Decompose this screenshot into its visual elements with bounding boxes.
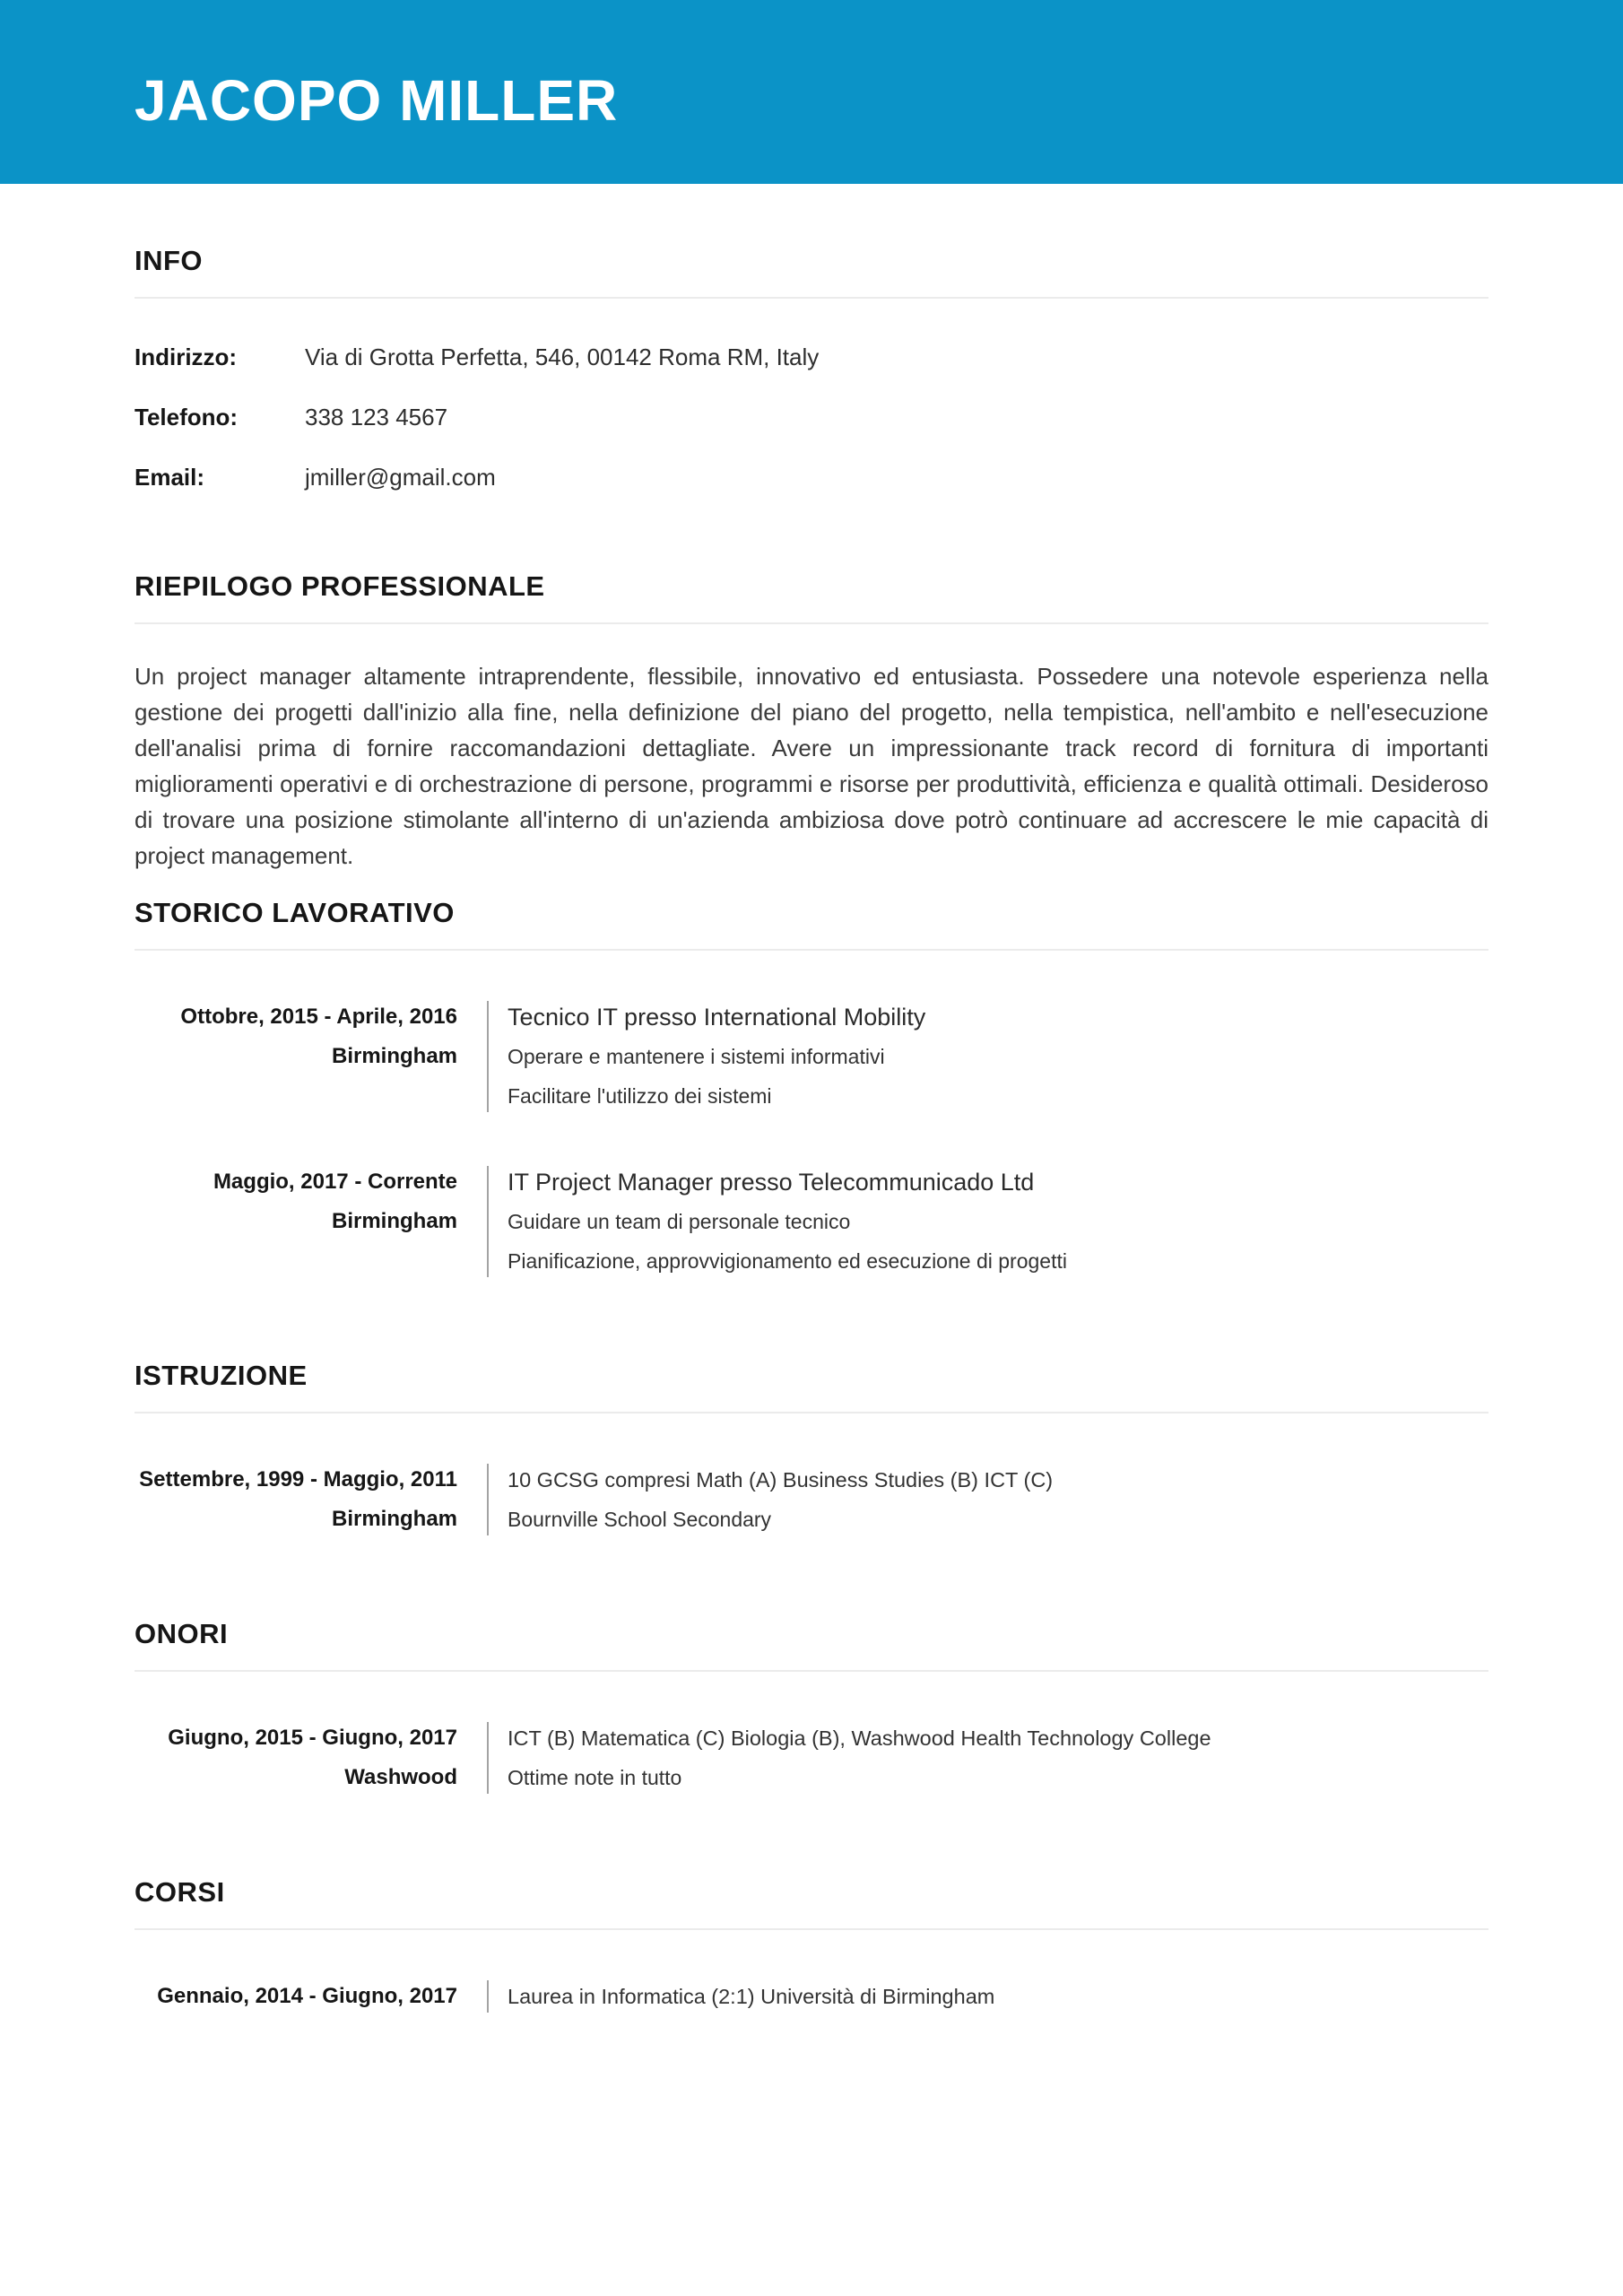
info-row-phone <box>135 404 1488 431</box>
address-label: Indirizzo: <box>135 344 238 370</box>
education-entries <box>135 1460 1488 1539</box>
phone-label: Telefono: <box>135 404 239 430</box>
section-courses-title: CORSI <box>135 1876 225 1908</box>
entry-location: Washwood <box>344 1765 457 1789</box>
section-summary-title: RIEPILOGO PROFESSIONALE <box>135 570 545 602</box>
info-row-email <box>135 464 1488 491</box>
entry-date-range: Settembre, 1999 - Maggio, 2011 <box>139 1467 457 1492</box>
section-rule <box>135 949 1488 951</box>
section-rule <box>135 1928 1488 1930</box>
work-entry <box>135 1162 1488 1281</box>
entry-school: Bournville School Secondary <box>508 1508 772 1531</box>
entry-qualification: 10 GCSG compresi Math (A) Business Studies (B) ICT (C) <box>508 1468 1054 1492</box>
section-work-history <box>135 897 1488 1281</box>
entry-vertical-divider <box>487 1001 489 1112</box>
entry-vertical-divider <box>487 1980 489 2013</box>
section-education-title: ISTRUZIONE <box>135 1360 308 1391</box>
entry-job-title: Tecnico IT presso International Mobility <box>508 1004 926 1031</box>
entry-date-range: Gennaio, 2014 - Giugno, 2017 <box>157 1984 457 2008</box>
section-rule <box>135 297 1488 299</box>
section-professional-summary <box>135 570 1488 874</box>
entry-honor: ICT (B) Matematica (C) Biologia (B), Washwood Health Technology College <box>508 1726 1211 1750</box>
work-entries <box>135 997 1488 1281</box>
entry-details <box>508 1162 1067 1281</box>
entry-date-location <box>94 1977 457 2016</box>
section-honors <box>135 1618 1488 1797</box>
entry-date-location <box>94 1162 457 1281</box>
entry-job-title: IT Project Manager presso Telecommunicado Ltd <box>508 1169 1035 1196</box>
entry-date-location <box>94 1460 457 1539</box>
entry-date-location <box>94 1718 457 1797</box>
entry-course: Laurea in Informatica (2:1) Università di Birmingham <box>508 1985 995 2008</box>
entry-details <box>508 1718 1211 1797</box>
section-rule <box>135 1412 1488 1413</box>
section-honors-title: ONORI <box>135 1618 229 1649</box>
entry-date-location <box>94 997 457 1116</box>
entry-date-range: Giugno, 2015 - Giugno, 2017 <box>168 1726 457 1750</box>
section-work-title: STORICO LAVORATIVO <box>135 897 455 928</box>
honors-entries <box>135 1718 1488 1797</box>
entry-location: Birmingham <box>331 1044 457 1068</box>
info-row-address <box>135 344 1488 371</box>
entry-date-range: Ottobre, 2015 - Aprile, 2016 <box>180 1004 457 1029</box>
honors-entry <box>135 1718 1488 1797</box>
email-label: Email: <box>135 464 205 491</box>
entry-details <box>508 997 925 1116</box>
course-entry <box>135 1977 1488 2016</box>
section-education <box>135 1360 1488 1539</box>
entry-location: Birmingham <box>331 1507 457 1531</box>
entry-location: Birmingham <box>331 1209 457 1233</box>
address-value: Via di Grotta Perfetta, 546, 00142 Roma RM, Italy <box>305 344 820 370</box>
entry-duty: Facilitare l'utilizzo dei sistemi <box>508 1084 772 1108</box>
section-info-title: INFO <box>135 245 204 276</box>
entry-vertical-divider <box>487 1464 489 1535</box>
info-rows <box>135 344 1488 491</box>
entry-duty: Pianificazione, approvvigionamento ed esecuzione di progetti <box>508 1249 1067 1273</box>
entry-duty: Operare e mantenere i sistemi informativi <box>508 1045 885 1068</box>
summary-paragraph: Un project manager altamente intraprendente, flessibile, innovativo ed entusiasta. Possedere una notevole esperienza nella gestione dei progetti dall'inizio alla fine, nella definizione del piano del progetto, nella tempistica, nell'ambito e nell'esecuzione dell'analisi prima di fornire raccomandazioni dettagliate. Avere un impressionante track record di fornitura di importanti miglioramenti operativi e di orchestrazione di persone, programmi e risorse per produttività, efficienza e qualità ottimali. Desideroso di trovare una posizione stimolante all'interno di un'azienda ambiziosa dove potrò continuare ad accrescere le mie capacità di project management. <box>135 663 1488 869</box>
header-band <box>0 0 1623 184</box>
entry-duty: Guidare un team di personale tecnico <box>508 1210 851 1233</box>
person-name: JACOPO MILLER <box>135 67 619 133</box>
entry-vertical-divider <box>487 1722 489 1794</box>
resume-page <box>0 245 1623 2016</box>
entry-details <box>508 1977 994 2016</box>
entry-date-range: Maggio, 2017 - Corrente <box>213 1170 457 1194</box>
entry-vertical-divider <box>487 1166 489 1277</box>
section-courses <box>135 1876 1488 2016</box>
section-rule <box>135 1670 1488 1672</box>
section-rule <box>135 622 1488 624</box>
entry-details <box>508 1460 1053 1539</box>
work-entry <box>135 997 1488 1116</box>
section-info <box>135 245 1488 491</box>
courses-entries <box>135 1977 1488 2016</box>
email-value: jmiller@gmail.com <box>305 464 496 491</box>
education-entry <box>135 1460 1488 1539</box>
phone-value: 338 123 4567 <box>305 404 448 430</box>
entry-honor-note: Ottime note in tutto <box>508 1766 682 1789</box>
